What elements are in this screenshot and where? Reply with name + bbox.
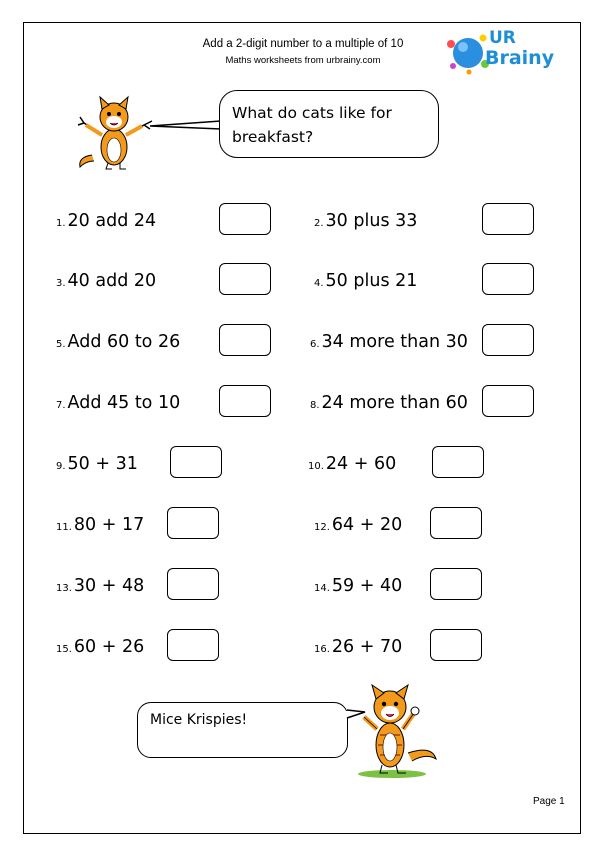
worksheet-subtitle: Maths worksheets from urbrainy.com (225, 55, 381, 66)
question-number: 14. (314, 583, 330, 594)
question-text: 59 + 40 (331, 576, 403, 596)
answer-box-9[interactable] (170, 446, 222, 478)
question-text: 30 plus 33 (325, 211, 418, 231)
question-text: Add 45 to 10 (67, 393, 181, 413)
question-number: 9. (56, 461, 66, 472)
riddle-answer: Mice Krispies! (150, 712, 248, 728)
question-number: 13. (56, 583, 72, 594)
logo-brainy-text: Brainy (485, 47, 555, 69)
answer-box-2[interactable] (482, 203, 534, 235)
answer-box-8[interactable] (482, 385, 534, 417)
answer-box-3[interactable] (219, 263, 271, 295)
question-text: 64 + 20 (331, 515, 403, 535)
question-9 (56, 453, 138, 478)
question-text: 40 add 20 (67, 271, 157, 291)
answer-box-6[interactable] (482, 324, 534, 356)
question-number: 4. (314, 278, 324, 289)
question-text: 26 + 70 (331, 637, 403, 657)
question-5 (56, 331, 180, 356)
answer-box-7[interactable] (219, 385, 271, 417)
question-16 (314, 636, 402, 661)
question-14 (314, 575, 402, 600)
question-number: 5. (56, 339, 66, 350)
answer-box-15[interactable] (167, 629, 219, 661)
question-text: 30 + 48 (73, 576, 145, 596)
cat-illustration-bottom (352, 683, 444, 781)
question-number: 15. (56, 644, 72, 655)
question-8 (310, 392, 468, 417)
question-number: 12. (314, 522, 330, 533)
question-11 (56, 514, 144, 539)
question-7 (56, 392, 180, 417)
speech-bubble-answer (137, 702, 348, 758)
question-12 (314, 514, 402, 539)
answer-box-4[interactable] (482, 263, 534, 295)
answer-box-10[interactable] (432, 446, 484, 478)
riddle-question: What do cats like for breakfast? (232, 104, 392, 146)
answer-box-16[interactable] (430, 629, 482, 661)
question-15 (56, 636, 144, 661)
speech-bubble-question (219, 90, 439, 158)
worksheet-title: Add a 2-digit number to a multiple of 10 (202, 38, 404, 50)
question-text: 50 + 31 (67, 454, 138, 474)
logo-ur-text: UR (489, 28, 516, 48)
question-text: Add 60 to 26 (67, 332, 181, 352)
cat-illustration-top (74, 95, 156, 173)
question-text: 20 add 24 (67, 211, 157, 231)
speech-tail-top (150, 118, 222, 132)
page-number: Page 1 (533, 796, 565, 807)
answer-box-5[interactable] (219, 324, 271, 356)
answer-box-12[interactable] (430, 507, 482, 539)
question-3 (56, 270, 156, 295)
question-number: 11. (56, 522, 72, 533)
question-number: 10. (308, 461, 324, 472)
question-number: 1. (56, 218, 66, 229)
question-text: 60 + 26 (73, 637, 145, 657)
question-1 (56, 210, 156, 235)
question-text: 24 more than 60 (321, 393, 468, 413)
question-text: 24 + 60 (325, 454, 397, 474)
answer-box-14[interactable] (430, 568, 482, 600)
question-4 (314, 270, 417, 295)
answer-box-11[interactable] (167, 507, 219, 539)
question-number: 7. (56, 400, 66, 411)
question-text: 50 plus 21 (325, 271, 418, 291)
question-number: 3. (56, 278, 66, 289)
question-10 (308, 453, 396, 478)
question-text: 34 more than 30 (321, 332, 468, 352)
question-2 (314, 210, 417, 235)
question-number: 8. (310, 400, 320, 411)
question-number: 16. (314, 644, 330, 655)
answer-box-13[interactable] (167, 568, 219, 600)
question-number: 2. (314, 218, 324, 229)
question-text: 80 + 17 (73, 515, 145, 535)
question-13 (56, 575, 144, 600)
question-6 (310, 331, 468, 356)
answer-box-1[interactable] (219, 203, 271, 235)
urbrainy-logo (445, 28, 565, 80)
question-number: 6. (310, 339, 320, 350)
